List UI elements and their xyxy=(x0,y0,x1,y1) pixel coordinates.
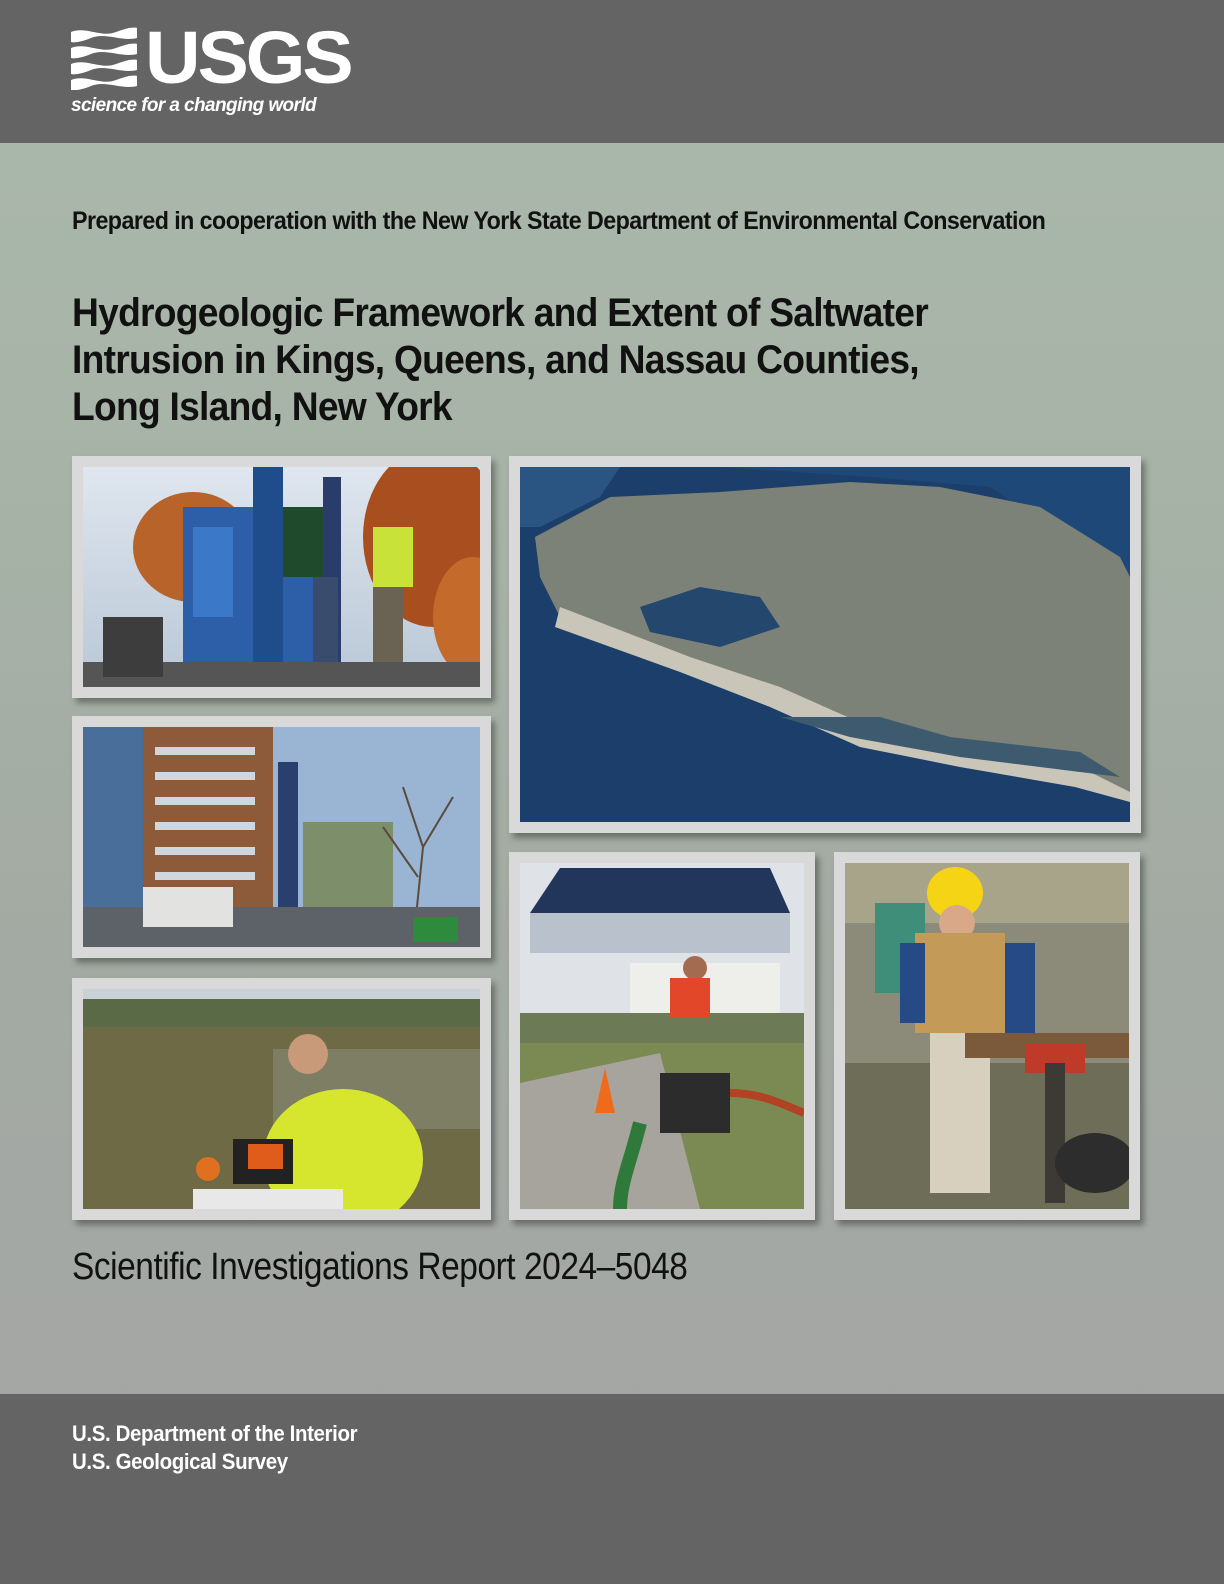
usgs-logo[interactable] xyxy=(71,16,351,124)
title-line: Long Island, New York xyxy=(72,385,452,429)
photo-pump-site xyxy=(509,852,815,1220)
logo-wordmark: USGS xyxy=(145,16,351,99)
buildings-image xyxy=(83,727,480,947)
field-survey-image xyxy=(83,989,480,1209)
well-work-image xyxy=(845,863,1129,1209)
agency-name: U.S. Geological Survey xyxy=(72,1449,288,1474)
title-line: Hydrogeologic Framework and Extent of Saltwater xyxy=(72,291,928,335)
drill-rig-image xyxy=(83,467,480,687)
header-bar xyxy=(0,0,1224,143)
photo-field-survey xyxy=(72,978,491,1220)
department-name: U.S. Department of the Interior xyxy=(72,1421,358,1446)
photo-drill-rig xyxy=(72,456,491,698)
usgs-wave-icon xyxy=(71,24,137,90)
photo-well-work xyxy=(834,852,1140,1220)
pump-site-image xyxy=(520,863,804,1209)
logo-tagline: science for a changing world xyxy=(71,95,317,116)
report-series: Scientific Investigations Report 2024–5048 xyxy=(72,1246,688,1288)
photo-satellite xyxy=(509,456,1141,833)
title-line: Intrusion in Kings, Queens, and Nassau Counties, xyxy=(72,338,919,382)
cooperation-statement: Prepared in cooperation with the New York State Department of Environmental Conservation xyxy=(72,207,1046,235)
photo-buildings xyxy=(72,716,491,958)
satellite-image xyxy=(520,467,1130,822)
report-title xyxy=(72,290,1002,431)
